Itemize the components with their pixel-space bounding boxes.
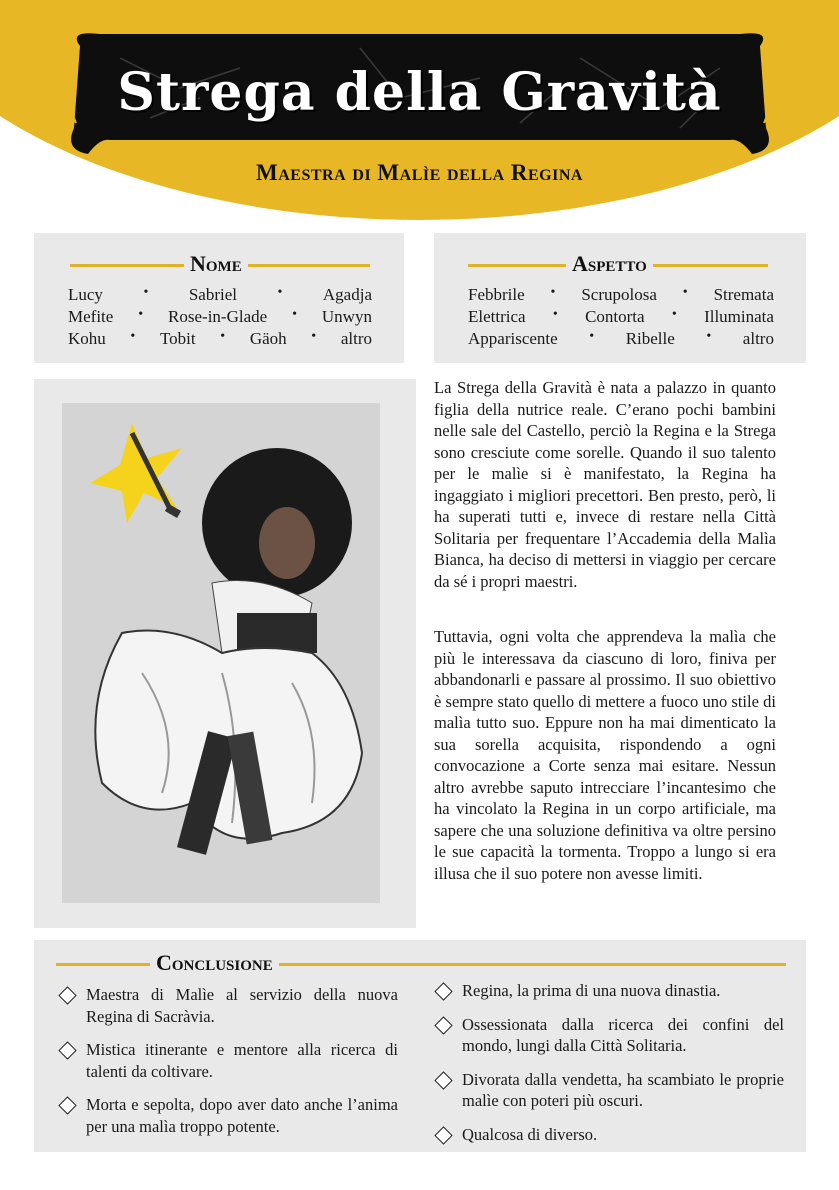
diamond-checkbox-icon[interactable] (434, 1071, 452, 1089)
aspetto-header (434, 251, 806, 279)
nome-option[interactable]: Sabriel (188, 285, 237, 304)
lore-paragraph-1 (434, 377, 776, 592)
bullet-icon: • (550, 285, 556, 300)
lore-text: La Strega della Gravità è nata a palazzo in quanto figlia della nutrice reale. C’erano pochi bambini nelle sale del Castello, perciò la Regina e la Strega sono cresciute come sorelle. Quando il suo talento per le malìe si è manifestato, la Regina ha ingaggiato i migliori precettori. Ben presto, però, li ha superati tutti e, invece di restare nella Città Solitaria per frequentare l’Accademia della Malìa Bianca, ha deciso di mettersi in viaggio per cercare da sé i propri maestri. (434, 378, 776, 591)
aspetto-option[interactable]: Ribelle (625, 329, 675, 348)
conclusione-option[interactable]: Ossessionata dalla ricerca dei confini del mondo, lungi dalla Città Solitaria. (434, 1014, 784, 1057)
character-illustration-panel (34, 379, 416, 928)
aspetto-option[interactable]: Illuminata (704, 307, 774, 326)
bullet-icon: • (292, 307, 297, 322)
diamond-checkbox-icon[interactable] (58, 986, 76, 1004)
nome-option[interactable]: altro (340, 329, 372, 348)
page-title: Strega della Gravità (117, 62, 722, 123)
nome-row (68, 329, 372, 349)
bullet-icon: • (143, 285, 149, 300)
bullet-icon: • (130, 329, 136, 344)
conclusione-option[interactable]: Maestra di Malìe al servizio della nuova Regina di Sacràvia. (58, 984, 398, 1027)
diamond-checkbox-icon[interactable] (434, 1016, 452, 1034)
diamond-checkbox-icon[interactable] (434, 982, 452, 1000)
nome-heading: Nome (184, 251, 248, 277)
diamond-checkbox-icon[interactable] (58, 1096, 76, 1114)
nome-option[interactable]: Rose-in-Glade (168, 307, 268, 326)
lore-paragraph-2 (434, 626, 776, 884)
nome-option[interactable]: Kohu (68, 329, 106, 348)
nome-option[interactable]: Mefite (68, 307, 114, 326)
witch-illustration-icon (62, 403, 380, 903)
nome-option[interactable]: Tobit (159, 329, 196, 348)
aspetto-heading: Aspetto (566, 251, 653, 277)
conclusione-header (34, 950, 806, 978)
nome-header (34, 251, 404, 279)
conclusione-list-right (434, 980, 784, 1157)
bullet-icon: • (671, 307, 677, 322)
aspetto-option[interactable]: Febbrile (468, 285, 525, 304)
diamond-checkbox-icon[interactable] (434, 1126, 452, 1144)
conclusione-panel (34, 940, 806, 1152)
nome-row (68, 307, 372, 327)
conclusione-list-left (58, 984, 398, 1149)
lore-text: Tuttavia, ogni volta che apprendeva la malìa che più le interessava da ciascuno di loro, finiva per abbandonarli e passare al prossimo. Il suo obiettivo è sempre stato quello di mettere a fuoco uno stile di malìa tutto suo. Eppure non ha mai dimenticato la sua sorella acquisita, rispondendo a ogni convocazione a Corte senza mai esitare. Nessun altro avrebbe saputo intrecciare l’incantesimo che ha vincolato la Regina in un corpo artificiale, ma sapere che una soluzione definitiva va oltre persino le sue capacità la tormenta. Troppo a lungo si era illusa che il suo potere non avesse limiti. (434, 627, 776, 883)
nome-option[interactable]: Unwyn (321, 307, 372, 326)
aspetto-option[interactable]: Stremata (713, 285, 774, 304)
nome-panel (34, 233, 404, 363)
aspetto-row (468, 307, 774, 327)
nome-row (68, 285, 372, 305)
conclusione-option[interactable]: Mistica itinerante e mentore alla ricerca di talenti da coltivare. (58, 1039, 398, 1082)
aspetto-row (468, 285, 774, 305)
bullet-icon: • (138, 307, 144, 322)
bullet-icon: • (311, 329, 317, 344)
aspetto-option[interactable]: Appariscente (468, 329, 558, 348)
conclusione-option[interactable]: Qualcosa di diverso. (434, 1124, 784, 1146)
character-illustration (62, 403, 380, 903)
nome-option[interactable]: Agadja (322, 285, 372, 304)
aspetto-row (468, 329, 774, 349)
nome-option[interactable]: Gäoh (249, 329, 287, 348)
conclusione-option[interactable]: Divorata dalla vendetta, ha scambiato le proprie malìe con poteri più oscuri. (434, 1069, 784, 1112)
aspetto-option[interactable]: Contorta (585, 307, 645, 326)
bullet-icon: • (552, 307, 558, 322)
bullet-icon: • (277, 285, 283, 300)
aspetto-panel (434, 233, 806, 363)
diamond-checkbox-icon[interactable] (58, 1041, 76, 1059)
nome-option[interactable]: Lucy (68, 285, 103, 304)
conclusione-heading: Conclusione (150, 950, 279, 976)
conclusione-option[interactable]: Morta e sepolta, dopo aver dato anche l’anima per una malìa troppo potente. (58, 1094, 398, 1137)
bullet-icon: • (706, 329, 712, 344)
aspetto-option[interactable]: Elettrica (468, 307, 526, 326)
conclusione-option[interactable]: Regina, la prima di una nuova dinastia. (434, 980, 784, 1002)
aspetto-option[interactable]: Scrupolosa (581, 285, 657, 304)
bullet-icon: • (220, 329, 226, 344)
bullet-icon: • (589, 329, 595, 344)
aspetto-option[interactable]: altro (742, 329, 774, 348)
page-subtitle: Maestra di Malìe della Regina (256, 160, 583, 185)
bullet-icon: • (682, 285, 688, 300)
